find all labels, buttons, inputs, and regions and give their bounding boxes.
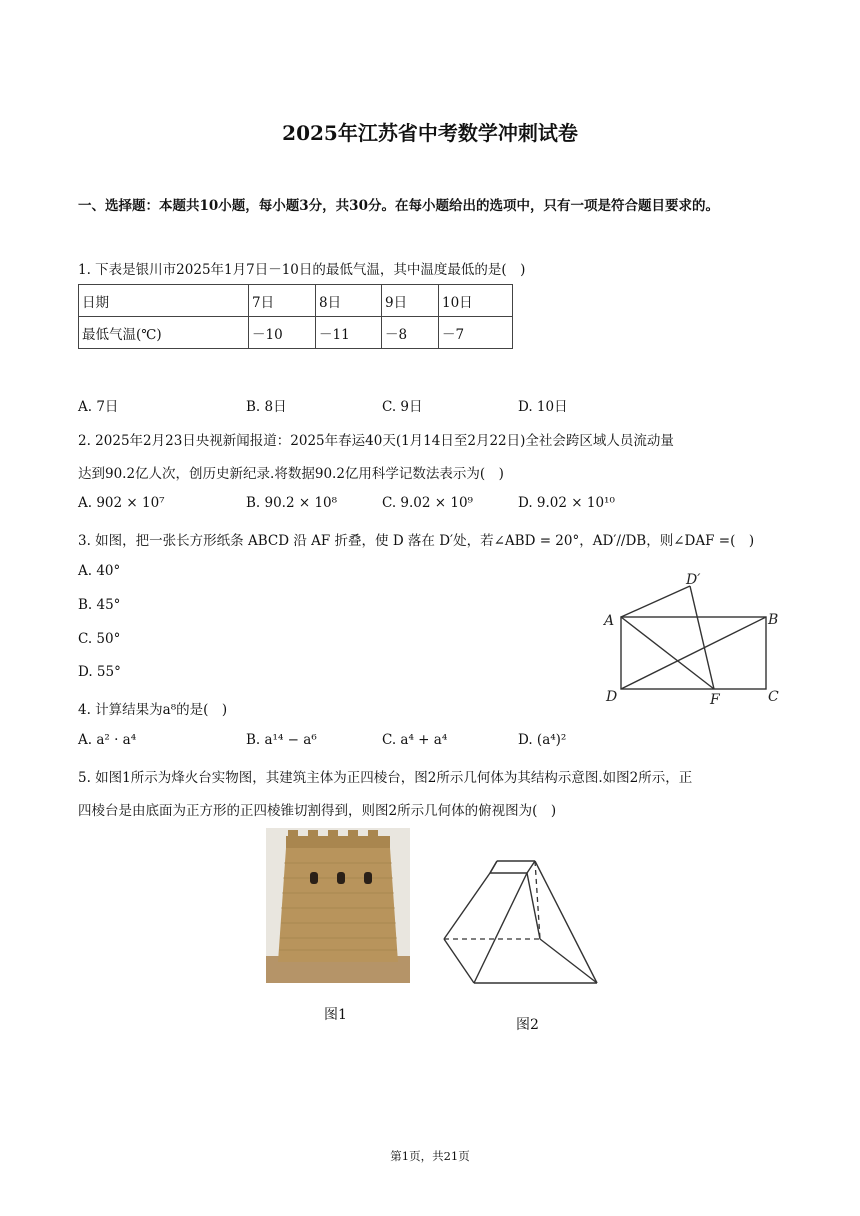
temperature-table xyxy=(78,284,513,349)
table-cell: 8日 xyxy=(316,285,382,317)
table-cell: 7日 xyxy=(249,285,316,317)
question-5-stem-line1: 5. 如图1所示为烽火台实物图，其建筑主体为正四棱台，图2所示几何体为其结构示意图.如图2所示，正 xyxy=(78,770,693,786)
q3-option-d[interactable]: D. 55° xyxy=(78,664,121,680)
table-cell: －7 xyxy=(439,317,513,349)
beacon-tower-photo xyxy=(266,828,410,983)
question-5-stem-line2: 四棱台是由底面为正方形的正四棱锥切割得到，则图2所示几何体的俯视图为( ) xyxy=(78,803,557,819)
table-cell: 9日 xyxy=(382,285,439,317)
q3-option-a[interactable]: A. 40° xyxy=(78,563,121,579)
question-4-stem: 4. 计算结果为a⁸的是( ) xyxy=(78,702,228,718)
page-title: 2025年江苏省中考数学冲刺试卷 xyxy=(282,121,578,145)
question-2-stem-line1: 2. 2025年2月23日央视新闻报道：2025年春运40天(1月14日至2月22日)全社会跨区域人员流动量 xyxy=(78,433,674,449)
question-2-stem-line2: 达到90.2亿人次，创历史新纪录.将数据90.2亿用科学记数法表示为( ) xyxy=(78,466,504,482)
table-cell: －8 xyxy=(382,317,439,349)
label-d: D xyxy=(606,689,618,705)
segment-ad-prime xyxy=(621,586,690,617)
q2-option-d[interactable]: D. 9.02 × 10¹⁰ xyxy=(518,495,615,511)
label-b: B xyxy=(768,612,779,628)
frustum-figure xyxy=(440,855,602,987)
section-heading: 一、选择题：本题共10小题，每小题3分，共30分。在每小题给出的选项中，只有一项是符合题目要求的。 xyxy=(78,198,719,214)
table-cell: 最低气温(℃) xyxy=(79,317,249,349)
segment-db xyxy=(621,617,766,689)
q4-option-d[interactable]: D. (a⁴)² xyxy=(518,732,567,748)
table-cell: 10日 xyxy=(439,285,513,317)
label-d-prime: D′ xyxy=(686,572,701,588)
q2-option-c[interactable]: C. 9.02 × 10⁹ xyxy=(382,495,473,511)
q1-option-d[interactable]: D. 10日 xyxy=(518,399,568,415)
question-1-stem: 1. 下表是银川市2025年1月7日－10日的最低气温，其中温度最低的是( ) xyxy=(78,262,526,278)
q1-option-a[interactable]: A. 7日 xyxy=(78,399,119,415)
q3-option-b[interactable]: B. 45° xyxy=(78,597,121,613)
label-c: C xyxy=(768,689,779,705)
q4-option-b[interactable]: B. a¹⁴ − a⁶ xyxy=(246,732,317,748)
q2-option-b[interactable]: B. 90.2 × 10⁸ xyxy=(246,495,338,511)
table-cell: 日期 xyxy=(79,285,249,317)
q4-option-c[interactable]: C. a⁴ + a⁴ xyxy=(382,732,448,748)
label-a: A xyxy=(604,613,615,629)
q3-option-c[interactable]: C. 50° xyxy=(78,631,121,647)
q4-option-a[interactable]: A. a² · a⁴ xyxy=(78,732,137,748)
folded-rectangle-figure xyxy=(598,570,788,710)
table-row xyxy=(79,285,513,317)
q2-option-a[interactable]: A. 902 × 10⁷ xyxy=(78,495,165,511)
page-footer: 第1页，共21页 xyxy=(390,1149,470,1163)
table-row xyxy=(79,317,513,349)
figure-1-label: 图1 xyxy=(324,1007,347,1023)
q1-option-c[interactable]: C. 9日 xyxy=(382,399,423,415)
label-f: F xyxy=(710,692,720,708)
question-3-stem: 3. 如图，把一张长方形纸条 ABCD 沿 AF 折叠，使 D 落在 D′处，若∠ABD = 20°，AD′//DB，则∠DAF =( ) xyxy=(78,533,755,549)
table-cell: －11 xyxy=(316,317,382,349)
q1-option-b[interactable]: B. 8日 xyxy=(246,399,287,415)
table-cell: －10 xyxy=(249,317,316,349)
figure-2-label: 图2 xyxy=(516,1017,539,1033)
